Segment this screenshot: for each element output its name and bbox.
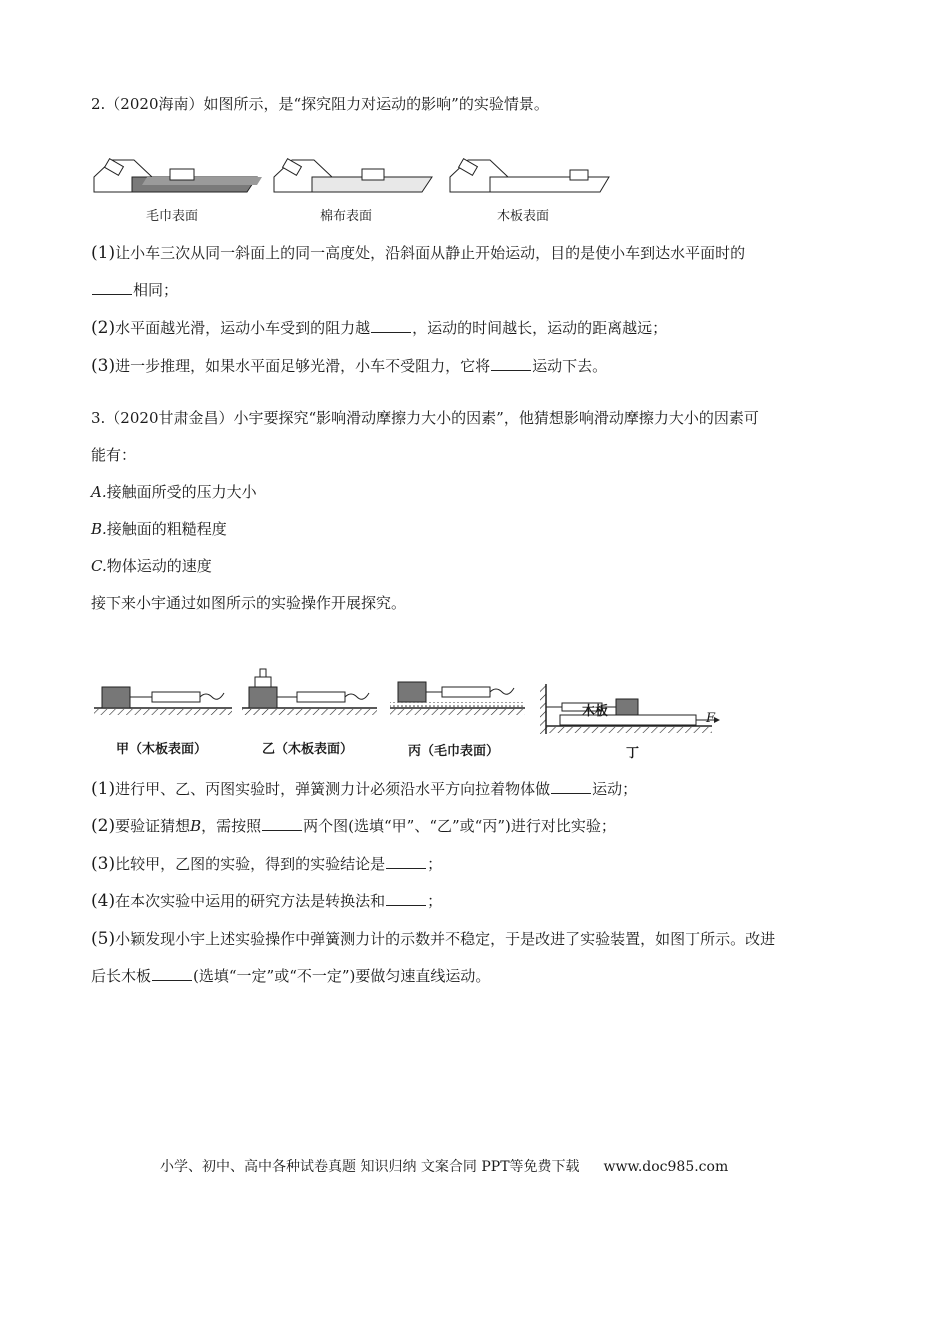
board-label: 木板 [582,704,609,719]
q2-part1-cont: 相同； [91,280,178,300]
q3-part5: (5)小颖发现小宇上述实验操作中弹簧测力计的示数并不稳定，于是改进了实验装置，如图丁所示。改进 [91,929,776,949]
q3-title: 3.（2020甘肃金昌）小宇要探究“影响滑动摩擦力大小的因素”，他猜想影响滑动摩擦力大小的因素可 [91,409,759,427]
towel-surface-setup [94,159,262,192]
figure-label-yi: 乙（木板表面） [262,742,354,757]
footer-url[interactable]: www.doc985.com [603,1159,729,1175]
answer-blank[interactable] [551,779,591,794]
answer-blank[interactable] [152,966,192,981]
figure-label-towel: 毛巾表面 [146,209,199,224]
q3-option-b: B.接触面的粗糙程度 [91,520,227,538]
q2-part3: (3)进一步推理，如果水平面足够光滑，小车不受阻力，它将 运动下去。 [91,356,608,376]
answer-blank[interactable] [386,891,426,906]
q3-option-c: C.物体运动的速度 [91,557,212,575]
q3-intro: 接下来小宇通过如图所示的实验操作开展探究。 [91,594,407,612]
page-footer: 小学、初中、高中各种试卷真题 知识归纳 文案合同 PPT等免费下载 www.doc985.com [160,1159,729,1175]
figure-label-ding: 丁 [626,746,640,761]
q3-option-a: A.接触面所受的压力大小 [91,483,257,501]
q3-part4: (4)在本次实验中运用的研究方法是转换法和 ； [91,891,443,911]
answer-blank[interactable] [386,854,426,869]
q3-figure [92,664,732,734]
q3-part3: (3)比较甲，乙图的实验，得到的实验结论是 ； [91,854,443,874]
answer-blank[interactable] [92,280,132,295]
figure-label-jia: 甲（木板表面） [116,742,208,757]
q3-title-cont: 能有： [91,446,137,464]
q3-part5-cont: 后长木板 (选填“一定”或“不一定”)要做匀速直线运动。 [91,967,491,985]
figure-label-bing: 丙（毛巾表面） [408,744,500,759]
q2-part1: (1)让小车三次从同一斜面上的同一高度处，沿斜面从静止开始运动，目的是使小车到达水平面时的 [91,243,746,263]
q2-figure [92,152,612,202]
cotton-surface-setup [274,159,432,192]
setup-yi [242,669,377,715]
answer-blank[interactable] [491,356,531,371]
force-label: F [706,711,716,726]
answer-blank[interactable] [371,318,411,333]
setup-bing [390,682,525,715]
setup-jia [94,687,232,715]
figure-label-wood: 木板表面 [497,209,550,224]
q2-title: 2.（2020海南）如图所示，是“探究阻力对运动的影响”的实验情景。 [91,95,549,113]
wood-surface-setup [450,159,609,192]
q2-part2: (2)水平面越光滑，运动小车受到的阻力越 ，运动的时间越长，运动的距离越远； [91,318,668,338]
q3-part1: (1)进行甲、乙、丙图实验时，弹簧测力计必须沿水平方向拉着物体做 运动； [91,779,638,799]
setup-ding [540,684,720,734]
q3-part2: (2)要验证猜想B，需按照 两个图(选填“甲”、“乙”或“丙”)进行对比实验； [91,816,616,836]
figure-label-cotton: 棉布表面 [320,209,373,224]
answer-blank[interactable] [262,816,302,831]
